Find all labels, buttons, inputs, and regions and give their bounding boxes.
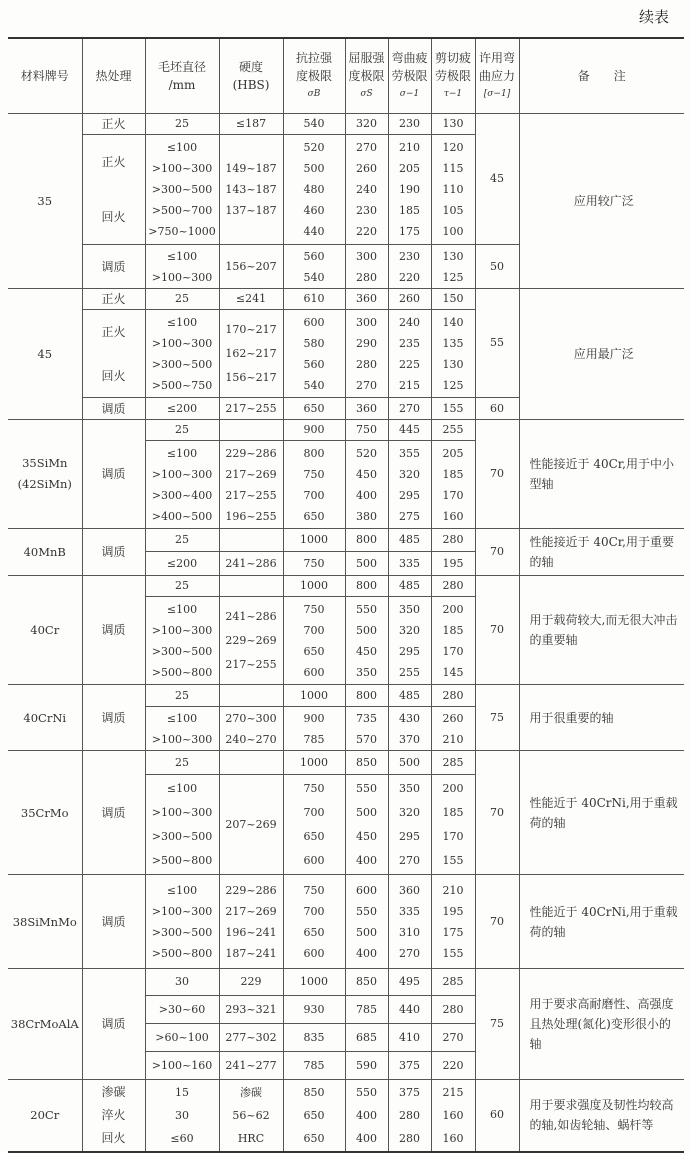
header-row bbox=[8, 38, 684, 114]
material-40CrNi: 40CrNi bbox=[8, 685, 82, 751]
table-row: 调质 ≤100 >100~300 156~207 560 540 300 280 230 220 130 125 50 bbox=[8, 245, 684, 289]
header-remarks: 备 注 bbox=[519, 38, 684, 114]
table-row: 35CrMo 调质 25 1000 850 500 285 70 性能近于 40CrNi,用于重载荷的轴 bbox=[8, 751, 684, 775]
table-row: 38CrMoAlA 调质 30 229 1000 850 495 285 75 用于要求高耐磨性、高强度且热处理(氮化)变形很小的轴 bbox=[8, 969, 684, 996]
table-row: 40MnB 调质 25 1000 800 485 280 70 性能接近于 40Cr,用于重要的轴 bbox=[8, 529, 684, 552]
table-row: >60~100 277~302 835 685 410 270 bbox=[8, 1024, 684, 1052]
remark: 用于载荷较大,而无很大冲击的重要轴 bbox=[519, 576, 684, 685]
header-bending-fatigue: 弯曲疲 劳极限 σ−1 bbox=[388, 38, 431, 114]
remark: 应用较广泛 bbox=[519, 114, 684, 289]
table-row: 正火 回火 ≤100 >100~300 >300~500 >500~750 170~217 162~217 156~217 600 580 560 540 300 290 280 270 240 235 225 215 140 135 130 125 bbox=[8, 310, 684, 398]
table-row: 40Cr 调质 25 1000 800 485 280 70 用于载荷较大,而无很大冲击的重要轴 bbox=[8, 576, 684, 597]
table-caption: 续表 bbox=[638, 8, 669, 26]
table-row: 38SiMnMo 调质 ≤100 >100~300 >300~500 >500~800 229~286 217~269 196~241 187~241 750 700 650 600 600 550 500 400 360 335 310 270 210 195 175 155 70 性能近于 40CrNi,用于重载荷的轴 bbox=[8, 875, 684, 969]
remark: 性能近于 40CrNi,用于重载荷的轴 bbox=[519, 875, 684, 969]
remark: 应用最广泛 bbox=[519, 289, 684, 420]
remark: 性能接近于 40Cr,用于重要的轴 bbox=[519, 529, 684, 576]
table-row: ≤200 241~286 750 500 335 195 bbox=[8, 552, 684, 576]
material-40MnB: 40MnB bbox=[8, 529, 82, 576]
table-row: ≤100 >100~300 >300~500 >500~800 207~269 750 700 650 600 550 500 450 400 350 320 295 270 200 185 170 155 bbox=[8, 775, 684, 875]
table-row: 40CrNi 调质 25 1000 800 485 280 75 用于很重要的轴 bbox=[8, 685, 684, 707]
table-row: 调质 ≤200 217~255 650 360 270 155 60 bbox=[8, 398, 684, 420]
material-38CrMoAlA: 38CrMoAlA bbox=[8, 969, 82, 1080]
material-38SiMnMo: 38SiMnMo bbox=[8, 875, 82, 969]
table-row: 35SiMn (42SiMn) 调质 25 900 750 445 255 70 性能接近于 40Cr,用于中小型轴 bbox=[8, 420, 684, 441]
header-blank-diameter: 毛坯直径 /mm bbox=[145, 38, 219, 114]
table-row: 35 正火 25 ≤187 540 320 230 130 45 应用较广泛 bbox=[8, 114, 684, 135]
material-35: 35 bbox=[8, 114, 82, 289]
table-row: ≤100 >100~300 >300~500 >500~800 241~286 229~269 217~255 750 700 650 600 550 500 450 350 350 320 295 255 200 185 170 145 bbox=[8, 597, 684, 685]
table-row: ≤100 >100~300 >300~400 >400~500 229~286 217~269 217~255 196~255 800 750 700 650 520 450 400 380 355 320 295 275 205 185 170 160 bbox=[8, 441, 684, 529]
table-row: >100~160 241~277 785 590 375 220 bbox=[8, 1052, 684, 1080]
remark: 用于很重要的轴 bbox=[519, 685, 684, 751]
material-20Cr: 20Cr bbox=[8, 1080, 82, 1152]
shaft-materials-table bbox=[8, 37, 684, 1153]
table-row: 正火 回火 ≤100 >100~300 >300~500 >500~700 >750~1000 149~187 143~187 137~187 520 500 480 460 440 270 260 240 230 220 210 205 190 185 175 120 115 110 105 100 bbox=[8, 135, 684, 245]
remark: 性能近于 40CrNi,用于重载荷的轴 bbox=[519, 751, 684, 875]
material-45: 45 bbox=[8, 289, 82, 420]
remark: 用于要求强度及韧性均较高的轴,如齿轮轴、蜗杆等 bbox=[519, 1080, 684, 1152]
table-row: 45 正火 25 ≤241 610 360 260 150 55 应用最广泛 bbox=[8, 289, 684, 310]
material-35CrMo: 35CrMo bbox=[8, 751, 82, 875]
table-row: ≤100 >100~300 270~300 240~270 900 785 735 570 430 370 260 210 bbox=[8, 707, 684, 751]
header-yield: 屈服强 度极限 σS bbox=[345, 38, 388, 114]
header-shear-fatigue: 剪切疲 劳极限 τ−1 bbox=[431, 38, 475, 114]
material-40Cr: 40Cr bbox=[8, 576, 82, 685]
header-tensile: 抗拉强 度极限 σB bbox=[283, 38, 345, 114]
remark: 用于要求高耐磨性、高强度且热处理(氮化)变形很小的轴 bbox=[519, 969, 684, 1080]
material-35SiMn: 35SiMn (42SiMn) bbox=[8, 420, 82, 529]
header-allowable-stress: 许用弯 曲应力 [σ−1] bbox=[475, 38, 519, 114]
table-row: 20Cr 渗碳 淬火 回火 15 30 ≤60 渗碳 56~62 HRC 850 650 650 550 400 400 375 280 280 215 160 160 60 用于要求强度及韧性均较高的轴,如齿轮轴、蜗杆等 bbox=[8, 1080, 684, 1152]
header-material: 材料牌号 bbox=[8, 38, 82, 114]
header-hardness: 硬度 (HBS) bbox=[219, 38, 283, 114]
remark: 性能接近于 40Cr,用于中小型轴 bbox=[519, 420, 684, 529]
table-row: >30~60 293~321 930 785 440 280 bbox=[8, 996, 684, 1024]
header-heat-treatment: 热处理 bbox=[82, 38, 145, 114]
